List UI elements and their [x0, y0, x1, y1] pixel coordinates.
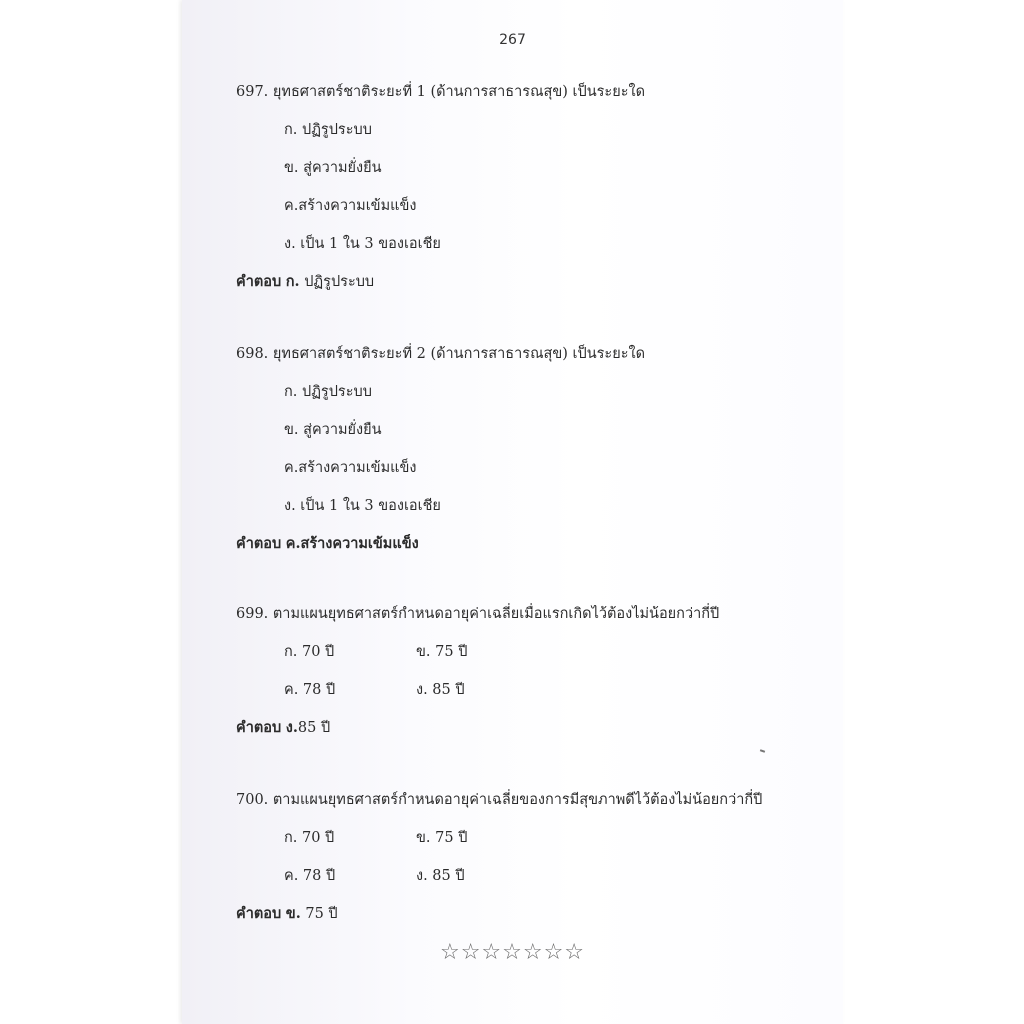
option-c: ค. 78 ปี: [284, 868, 336, 884]
option-d: ง. เป็น 1 ใน 3 ของเอเชีย: [284, 236, 441, 252]
answer-choice: ค.สร้างความเข้มแข็ง: [285, 535, 419, 552]
option-b: ข. สู่ความยั่งยืน: [284, 160, 382, 176]
answer-label: คำตอบ: [236, 535, 282, 552]
option-a: ก. ปฏิรูประบบ: [284, 384, 372, 400]
option-a: ก. 70 ปี: [284, 830, 335, 846]
option-d: ง. 85 ปี: [416, 682, 465, 698]
question-text: 699. ตามแผนยุทธศาสตร์กำหนดอายุค่าเฉลี่ยเมื่อแรกเกิดไว้ต้องไม่น้อยกว่ากี่ปี: [236, 606, 720, 622]
option-row: [284, 866, 844, 886]
scan-speck: [760, 749, 765, 753]
answer-line: [236, 534, 796, 554]
option-b: ข. 75 ปี: [416, 830, 468, 846]
answer-text: ปฏิรูประบบ: [304, 274, 375, 290]
option-c: ค.สร้างความเข้มแข็ง: [284, 460, 417, 476]
question-block-700: [236, 790, 796, 924]
option-row: [284, 680, 844, 700]
question-text: 700. ตามแผนยุทธศาสตร์กำหนดอายุค่าเฉลี่ยของการมีสุขภาพดีไว้ต้องไม่น้อยกว่ากี่ปี: [236, 792, 763, 808]
option-c: ค. 78 ปี: [284, 682, 336, 698]
answer-choice: ง.: [285, 719, 298, 736]
answer-choice: ก.: [285, 273, 300, 290]
answer-line: [236, 272, 796, 292]
book-page: [182, 0, 843, 1024]
option-d: ง. 85 ปี: [416, 868, 465, 884]
page-number: 267: [499, 32, 526, 48]
option-b: ข. สู่ความยั่งยืน: [284, 422, 382, 438]
option-b: ข. 75 ปี: [416, 644, 468, 660]
answer-text: 85 ปี: [297, 720, 331, 736]
answer-choice: ข.: [285, 905, 301, 922]
question-block-699: [236, 604, 796, 738]
answer-label: คำตอบ: [236, 273, 282, 290]
question-text: 697. ยุทธศาสตร์ชาติระยะที่ 1 (ด้านการสาธารณสุข) เป็นระยะใด: [236, 84, 645, 100]
option-c: ค.สร้างความเข้มแข็ง: [284, 198, 417, 214]
star-divider-icon: ☆☆☆☆☆☆☆: [439, 940, 586, 965]
option-a: ก. 70 ปี: [284, 644, 335, 660]
option-row: [284, 828, 844, 848]
option-a: ก. ปฏิรูประบบ: [284, 122, 372, 138]
answer-line: [236, 904, 796, 924]
answer-label: คำตอบ: [236, 905, 282, 922]
option-d: ง. เป็น 1 ใน 3 ของเอเชีย: [284, 498, 441, 514]
option-row: [284, 642, 844, 662]
answer-label: คำตอบ: [236, 719, 282, 736]
answer-line: [236, 718, 796, 738]
question-text: 698. ยุทธศาสตร์ชาติระยะที่ 2 (ด้านการสาธารณสุข) เป็นระยะใด: [236, 346, 645, 362]
question-block-698: [236, 344, 796, 554]
answer-text: 75 ปี: [305, 906, 338, 922]
question-block-697: [236, 82, 796, 292]
